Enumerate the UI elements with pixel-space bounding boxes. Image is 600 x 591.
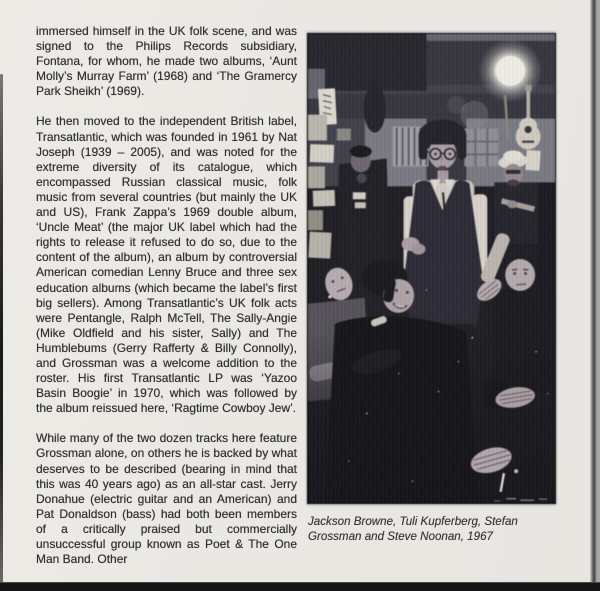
band-photo-image <box>307 32 556 505</box>
paragraph-1: immersed himself in the UK folk scene, and was signed to the Philips Records subsidiary, Fontana, for whom, he made two albums, ‘Aunt Molly’s Murray Farm’ (1968) and ‘The Gramercy Park Sheikh’ (1969). <box>36 24 297 99</box>
photo-caption: Jackson Browne, Tuli Kupferberg, Stefan Grossman and Steve Noonan, 1967 <box>308 515 518 543</box>
scan-edge-right <box>590 0 600 583</box>
liner-notes-text <box>36 24 297 582</box>
scan-edge-left <box>0 74 3 583</box>
paragraph-3: While many of the two dozen tracks here feature Grossman alone, on others he is backed by what deserves to be described (bearing in mind that this was 40 years ago) as an all-star cast. Jerry Donahue (electric guitar and an American) and Pat Donaldson (bass) had both been members of a critically praised but commercially unsuccessful group known as Poet & The One Man Band. Other <box>36 431 297 567</box>
band-photo <box>307 32 556 505</box>
scan-edge-bottom <box>0 583 600 591</box>
paragraph-2: He then moved to the independent British label, Transatlantic, which was founded in 1961 by Nat Joseph (1939 – 2005), and was noted for the extreme diversity of its catalogue, which encompassed Russian classical music, folk music from several countries (but mainly the UK and US), Frank Zappa’s 1969 double album, ‘Uncle Meat’ (the major UK label which had the rights to release it refused to do so, due to the content of the album), an album by controversial American comedian Lenny Bruce and three sex education albums (which became the label’s first big sellers). Among Transatlantic’s UK folk acts were Pentangle, Ralph McTell, The Sally-Angie (Mike Oldfield and his sister, Sally) and The Humblebums (Gerry Rafferty & Billy Connolly), and Grossman was a welcome addition to the roster. His first Transatlantic LP was ‘Yazoo Basin Boogie’ in 1970, which was followed by the album reissued here, ‘Ragtime Cowboy Jew’. <box>36 114 297 416</box>
